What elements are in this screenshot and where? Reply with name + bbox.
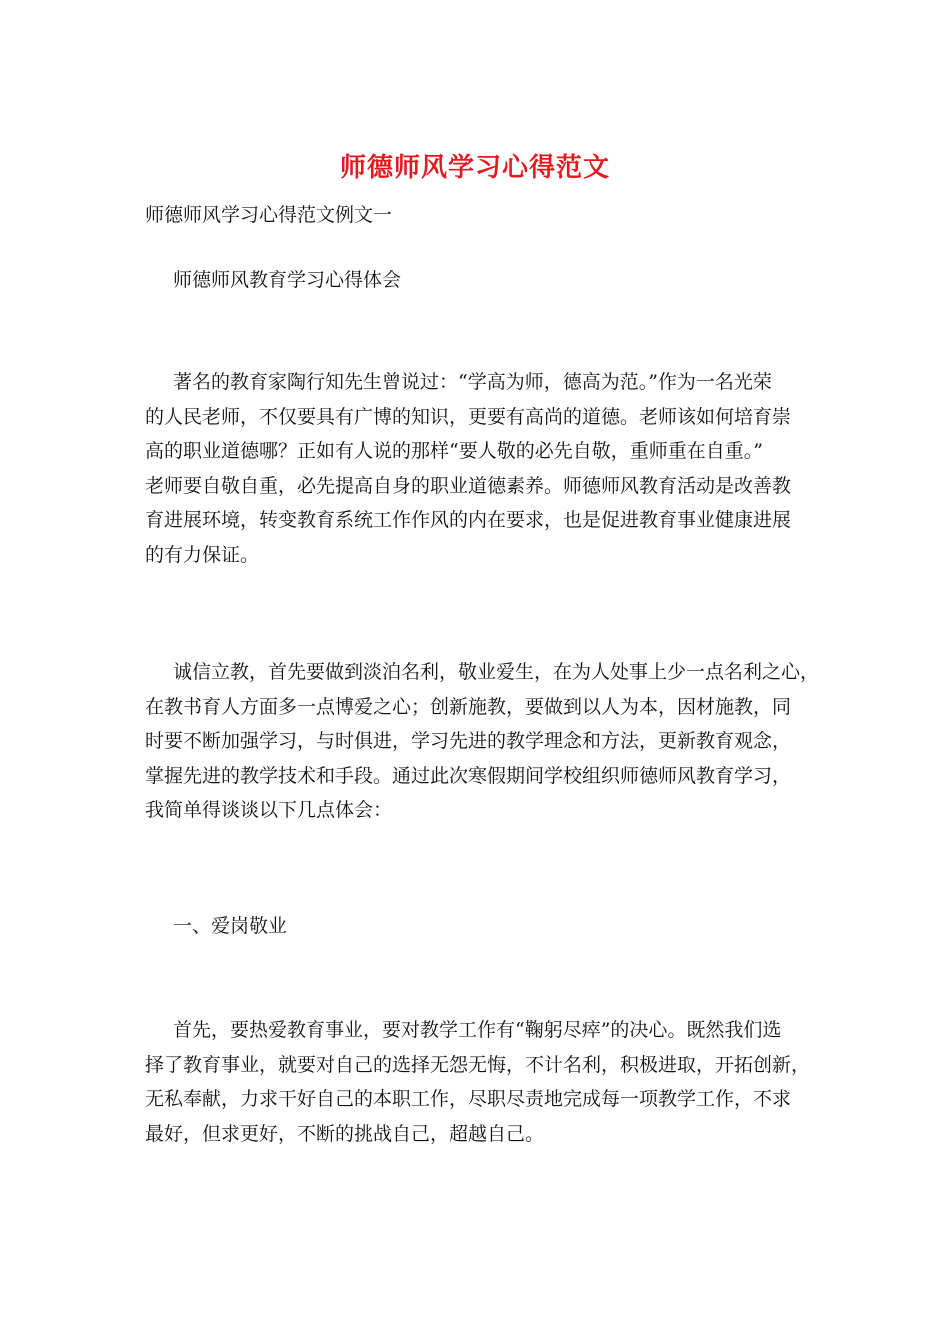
paragraph-line: 我简单得谈谈以下几点体会： [145,799,393,821]
document-subtitle: 师德师风学习心得范文例文一 [145,204,393,226]
paragraph-line: 的有力保证。 [145,543,260,566]
paragraph-line: 择了教育事业，就要对自己的选择无怨无悔，不计名利，积极进取，开拓创新， [145,1053,811,1076]
paragraph-line: 的人民老师，不仅要具有广博的知识，更要有高尚的道德。老师该如何培育崇 [145,405,792,428]
paragraph-line: 无私奉献，力求干好自己的本职工作，尽职尽责地完成每一项教学工作，不求 [145,1088,792,1110]
paragraph-line: 时要不断加强学习，与时俱进，学习先进的教学理念和方法，更新教育观念， [145,730,792,752]
section-heading: 师德师风教育学习心得体会 [173,269,402,291]
paragraph-line: 首先，要热爱教育事业，要对教学工作有“鞠躬尽瘁”的决心。既然我们选 [173,1019,782,1041]
paragraph-line: 育进展环境，转变教育系统工作作风的内在要求，也是促进教育事业健康进展 [145,509,792,531]
paragraph-line: 诚信立教，首先要做到淡泊名利，敬业爱生，在为人处事上少一点名利之心， [173,661,820,683]
paragraph-1 [145,365,835,572]
paragraph-2 [145,655,835,828]
paragraph-line: 著名的教育家陶行知先生曾说过：“学高为师，德高为范。”作为一名光荣 [173,371,772,393]
point-1-heading: 一、爱岗敬业 [173,915,288,937]
document-title: 师德师风学习心得范文 [339,153,610,183]
paragraph-line: 在教书育人方面多一点博爱之心；创新施教，要做到以人为本，因材施教，同 [145,695,792,718]
paragraph-line: 掌握先进的教学技术和手段。通过此次寒假期间学校组织师德师风教育学习， [145,764,792,787]
paragraph-line: 最好，但求更好，不断的挑战自己，超越自己。 [145,1122,545,1145]
paragraph-3 [145,1013,835,1151]
paragraph-line: 高的职业道德哪？正如有人说的那样“要人敬的必先自敬，重师重在自重。” [145,440,763,462]
paragraph-line: 老师要自敬自重，必先提高自身的职业道德素养。师德师风教育活动是改善教 [145,474,792,497]
